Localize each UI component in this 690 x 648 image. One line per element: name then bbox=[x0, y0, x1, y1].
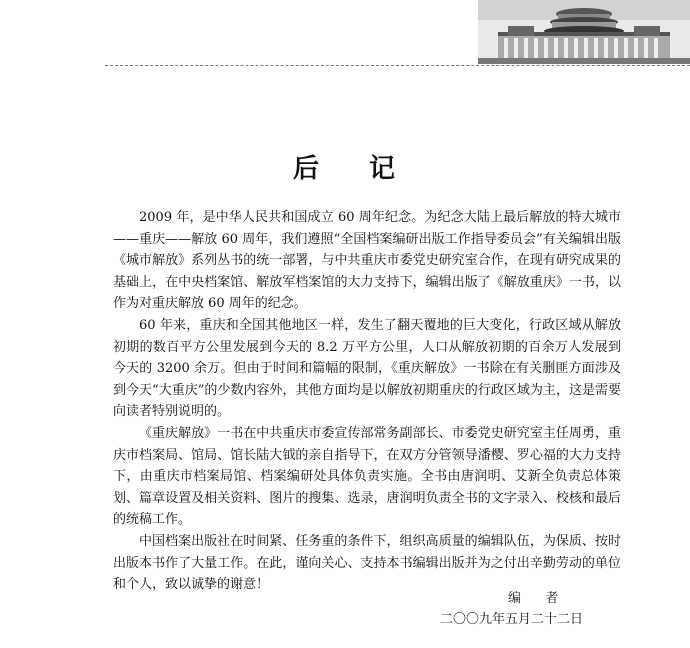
paragraph-1: 2009 年，是中华人民共和国成立 60 周年纪念。为纪念大陆上最后解放的特大城市——重庆——解放 60 周年，我们遵照“全国档案编研出版工作指导委员会”有关编辑出版《城市解放》系列丛书的统一部署，与中共重庆市委党史研究室合作，在现有研究成果的基础上，在中央档案馆、解放军档案馆的大力支持下，编辑出版了《解放重庆》一书，以作为对重庆解放 60 周年的纪念。 bbox=[113, 210, 621, 312]
paragraph-2: 60 年来，重庆和全国其他地区一样，发生了翻天覆地的巨大变化，行政区域从解放初期的数百平方公里发展到今天的 8.2 万平方公里，人口从解放初期的百余万人发展到今天的 3200 余万。但由于时间和篇幅的限制，《重庆解放》一书除在有关删匪方面涉及到今天“大重庆”的少数内容外，其他方面均是以解放初期重庆的行政区域为主，这是需要向读者特别说明的。 bbox=[113, 317, 621, 420]
body-text bbox=[113, 207, 621, 596]
title-char-left: 后 bbox=[292, 154, 321, 184]
great-hall-building-photo bbox=[478, 0, 690, 64]
header-rule bbox=[105, 65, 690, 66]
paragraph-3: 《重庆解放》一书在中共重庆市委宣传部常务副部长、市委党史研究室主任周勇，重庆市档案局、馆局、馆长陆大钺的亲自指导下，在双方分管领导潘樱、罗心福的大力支持下，由重庆市档案局馆、档案编研处具体负责实施。全书由唐润明、艾新全负责总体策划、篇章设置及相关资料、图片的搜集、选录，唐润明负责全书的文字录入、校核和最后的统稿工作。 bbox=[113, 425, 621, 528]
page-title bbox=[0, 148, 690, 185]
date: 二〇〇九年五月二十二日 bbox=[440, 612, 584, 627]
signature: 编 者 bbox=[508, 591, 569, 606]
paragraph-4: 中国档案出版社在时间紧、任务重的条件下，组织高质量的编辑队伍，为保质、按时出版本书作了大量工作。在此，谨向关心、支持本书编辑出版并为之付出辛勤劳动的单位和个人，致以诚挚的谢意！ bbox=[113, 533, 621, 593]
title-char-right: 记 bbox=[369, 154, 398, 184]
